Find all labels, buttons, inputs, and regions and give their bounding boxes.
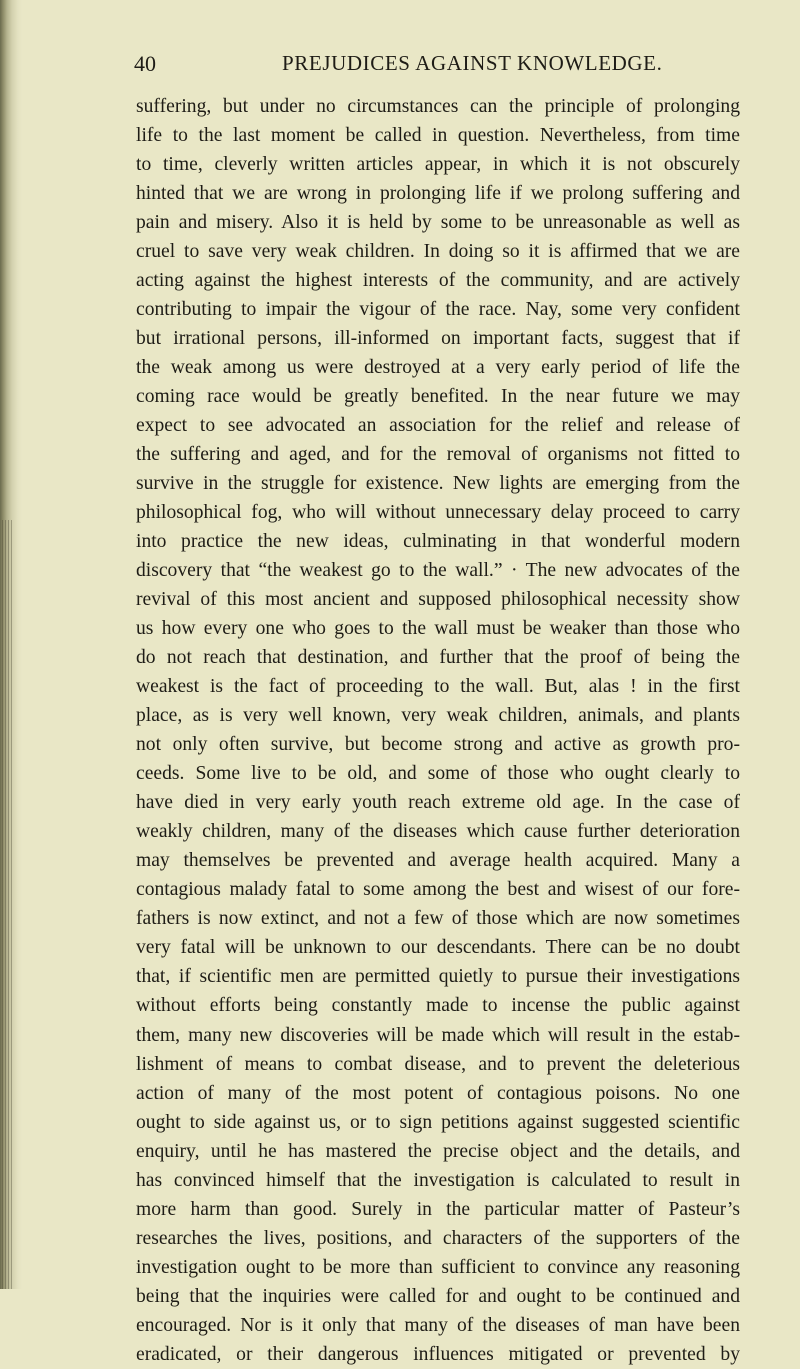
text-line: eradicated, or their dangerous influences mitigated or prevented by <box>136 1343 740 1365</box>
text-line: investigation ought to be more than sufficient to convince any reasoning <box>136 1256 740 1278</box>
text-line: place, as is very well known, very weak children, animals, and plants <box>136 705 740 727</box>
text-line: discovery that “the weakest go to the wall.” · The new advocates of the <box>136 560 740 582</box>
text-line: cruel to save very weak children. In doing so it is affirmed that we are <box>136 241 740 263</box>
text-line: the suffering and aged, and for the removal of organisms not fitted to <box>136 444 740 466</box>
text-line: do not reach that destination, and further that the proof of being the <box>136 647 740 669</box>
running-head: PREJUDICES AGAINST KNOWLEDGE. <box>282 51 663 75</box>
book-gutter-shadow <box>0 0 22 1289</box>
gutter-page-edges <box>2 520 14 1289</box>
text-line: lishment of means to combat disease, and to prevent the deleterious <box>136 1053 740 1075</box>
text-line: without efforts being constantly made to incense the public against <box>136 995 740 1017</box>
text-line: that, if scientific men are permitted quietly to pursue their investigations <box>136 966 740 988</box>
page-number: 40 <box>134 51 156 76</box>
page-header <box>136 42 740 76</box>
text-line: suffering, but under no circumstances can the principle of prolonging <box>136 96 740 117</box>
text-line: have died in very early youth reach extreme old age. In the case of <box>136 792 740 814</box>
text-line: to time, cleverly written articles appear, in which it is not obscurely <box>136 154 740 176</box>
body-text <box>136 92 740 1369</box>
text-line: life to the last moment be called in question. Nevertheless, from time <box>136 125 740 147</box>
text-line: survive in the struggle for existence. New lights are emerging from the <box>136 473 740 495</box>
text-line: but irrational persons, ill-informed on important facts, suggest that if <box>136 328 740 350</box>
text-line: researches the lives, positions, and characters of the supporters of the <box>136 1227 740 1249</box>
text-line: weakly children, many of the diseases which cause further deterioration <box>136 821 740 843</box>
text-line: very fatal will be unknown to our descendants. There can be no doubt <box>136 937 740 959</box>
text-line: the weak among us were destroyed at a very early period of life the <box>136 357 740 379</box>
text-line: us how every one who goes to the wall must be weaker than those who <box>136 618 740 640</box>
text-line: more harm than good. Surely in the particular matter of Pasteur’s <box>136 1198 740 1220</box>
text-line: has convinced himself that the investigation is calculated to result in <box>136 1169 740 1191</box>
text-line: revival of this most ancient and supposed philosophical necessity show <box>136 589 740 611</box>
text-line: expect to see advocated an association for the relief and release of <box>136 415 740 437</box>
text-line: enquiry, until he has mastered the precise object and the details, and <box>136 1140 740 1162</box>
book-page <box>134 42 740 1365</box>
text-line: action of many of the most potent of contagious poisons. No one <box>136 1082 740 1104</box>
text-line: weakest is the fact of proceeding to the wall. But, alas ! in the first <box>136 676 740 698</box>
text-line: contributing to impair the vigour of the race. Nay, some very confident <box>136 299 740 321</box>
text-line: encouraged. Nor is it only that many of the diseases of man have been <box>136 1314 740 1336</box>
text-line: contagious malady fatal to some among the best and wisest of our fore- <box>136 879 740 901</box>
text-line: philosophical fog, who will without unnecessary delay proceed to carry <box>136 502 740 524</box>
text-line: coming race would be greatly benefited. In the near future we may <box>136 386 740 408</box>
text-line: into practice the new ideas, culminating in that wonderful modern <box>136 531 740 553</box>
text-line: acting against the highest interests of the community, and are actively <box>136 270 740 292</box>
text-line: may themselves be prevented and average health acquired. Many a <box>136 850 740 872</box>
text-line: pain and misery. Also it is held by some to be unreasonable as well as <box>136 212 740 234</box>
text-line: not only often survive, but become strong and active as growth pro- <box>136 734 740 756</box>
text-line: them, many new discoveries will be made which will result in the estab- <box>136 1024 740 1046</box>
text-line: ceeds. Some live to be old, and some of those who ought clearly to <box>136 763 740 785</box>
text-line: ought to side against us, or to sign petitions against suggested scientific <box>136 1111 740 1133</box>
text-line: being that the inquiries were called for and ought to be continued and <box>136 1285 740 1307</box>
text-line: hinted that we are wrong in prolonging life if we prolong suffering and <box>136 183 740 205</box>
text-line: fathers is now extinct, and not a few of those which are now sometimes <box>136 908 740 930</box>
